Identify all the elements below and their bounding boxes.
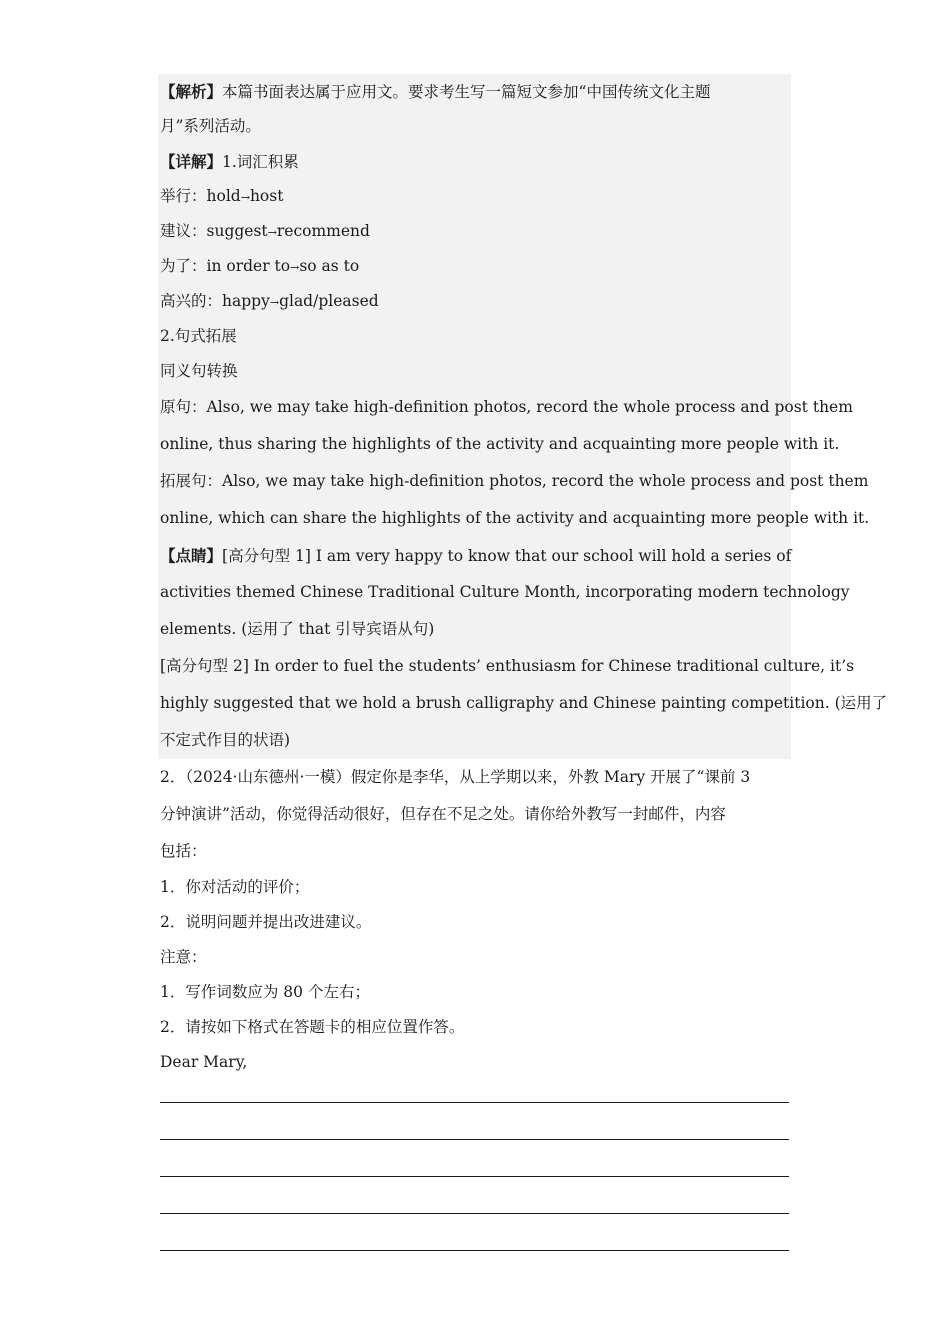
note-1: 1．写作词数应为 80 个左右； bbox=[160, 983, 370, 1001]
answer-blank-line[interactable] bbox=[160, 1117, 791, 1154]
requirement-2: 2．说明问题并提出改进建议。 bbox=[160, 913, 372, 931]
vocab-from: happy bbox=[222, 292, 270, 310]
arrow-icon: → bbox=[290, 261, 300, 274]
answer-analysis-block bbox=[158, 74, 888, 759]
arrow-icon: → bbox=[267, 226, 277, 239]
vocab-to: glad/pleased bbox=[279, 292, 379, 310]
expanded-label: 拓展句： bbox=[160, 472, 223, 490]
arrow-icon: → bbox=[269, 296, 280, 309]
vocab-item bbox=[160, 249, 791, 284]
highlight-line-4: [高分句型 2] In order to fuel the students’ enthusiasm for Chinese traditional culture, it’s bbox=[160, 657, 855, 675]
analysis-line-2: 月”系列活动。 bbox=[160, 117, 261, 135]
highlight-line-5: highly suggested that we hold a brush calligraphy and Chinese painting competition. (运用了 bbox=[160, 694, 888, 712]
vocab-item bbox=[160, 284, 791, 319]
vocab-cn: 建议： bbox=[160, 222, 207, 240]
vocab-cn: 举行： bbox=[160, 187, 207, 205]
highlight-line-3: elements. (运用了 that 引导宾语从句) bbox=[160, 620, 435, 638]
answer-blank-line[interactable] bbox=[160, 1154, 791, 1191]
detail-label: 【详解】 bbox=[160, 152, 223, 171]
requirement-1: 1．你对活动的评价； bbox=[160, 878, 310, 896]
note-label: 注意： bbox=[160, 948, 207, 966]
analysis-label: 【解析】 bbox=[160, 82, 223, 101]
letter-salutation: Dear Mary, bbox=[160, 1053, 248, 1071]
expanded-sentence-line-1 bbox=[160, 463, 869, 500]
highlight-line-1 bbox=[160, 537, 791, 574]
vocab-item bbox=[160, 214, 791, 249]
question-line-1: 2．（2024·山东德州·一模）假定你是李华，从上学期以来，外教 Mary 开展了“课前 3 bbox=[160, 768, 751, 786]
highlight-text-1: [高分句型 1] I am very happy to know that our school will hold a series of bbox=[222, 547, 792, 565]
sentence-heading: 2.句式拓展 bbox=[160, 327, 237, 345]
vocab-from: suggest bbox=[206, 222, 268, 240]
vocab-item bbox=[160, 179, 791, 214]
original-sentence-line-2: online, thus sharing the highlights of the activity and acquainting more people with it. bbox=[160, 435, 840, 453]
expanded-text-1: Also, we may take high-definition photos, record the whole process and post them bbox=[222, 472, 869, 490]
analysis-line-1 bbox=[160, 74, 791, 109]
question-line-2: 分钟演讲”活动，你觉得活动很好，但存在不足之处。请你给外教写一封邮件，内容 bbox=[160, 805, 726, 823]
answer-blank-line[interactable] bbox=[160, 1080, 791, 1117]
detail-heading: 1.词汇积累 bbox=[222, 153, 299, 171]
analysis-text-1: 本篇书面表达属于应用文。要求考生写一篇短文参加“中国传统文化主题 bbox=[222, 83, 711, 101]
note-2: 2．请按如下格式在答题卡的相应位置作答。 bbox=[160, 1018, 465, 1036]
vocab-to: so as to bbox=[299, 257, 360, 275]
highlight-line-2: activities themed Chinese Traditional Culture Month, incorporating modern technology bbox=[160, 583, 850, 601]
document-page bbox=[160, 74, 888, 1265]
question-2-block bbox=[160, 759, 791, 1265]
question-line-3: 包括： bbox=[160, 842, 207, 860]
arrow-icon: → bbox=[240, 191, 250, 204]
detail-line bbox=[160, 144, 791, 179]
original-label: 原句： bbox=[160, 398, 207, 416]
vocab-to: recommend bbox=[276, 222, 370, 240]
answer-blank-line[interactable] bbox=[160, 1191, 791, 1228]
highlight-label: 【点睛】 bbox=[160, 546, 223, 565]
vocab-from: in order to bbox=[206, 257, 291, 275]
vocab-to: host bbox=[249, 187, 284, 205]
highlight-line-6: 不定式作目的状语) bbox=[160, 731, 291, 749]
vocab-cn: 高兴的： bbox=[160, 292, 223, 310]
answer-blank-line[interactable] bbox=[160, 1228, 791, 1265]
original-text-1: Also, we may take high-definition photos, record the whole process and post them bbox=[206, 398, 853, 416]
vocab-cn: 为了： bbox=[160, 257, 207, 275]
expanded-sentence-line-2: online, which can share the highlights of the activity and acquainting more people with it. bbox=[160, 509, 870, 527]
original-sentence-line-1 bbox=[160, 389, 853, 426]
sentence-subheading: 同义句转换 bbox=[160, 362, 238, 380]
vocab-from: hold bbox=[206, 187, 241, 205]
